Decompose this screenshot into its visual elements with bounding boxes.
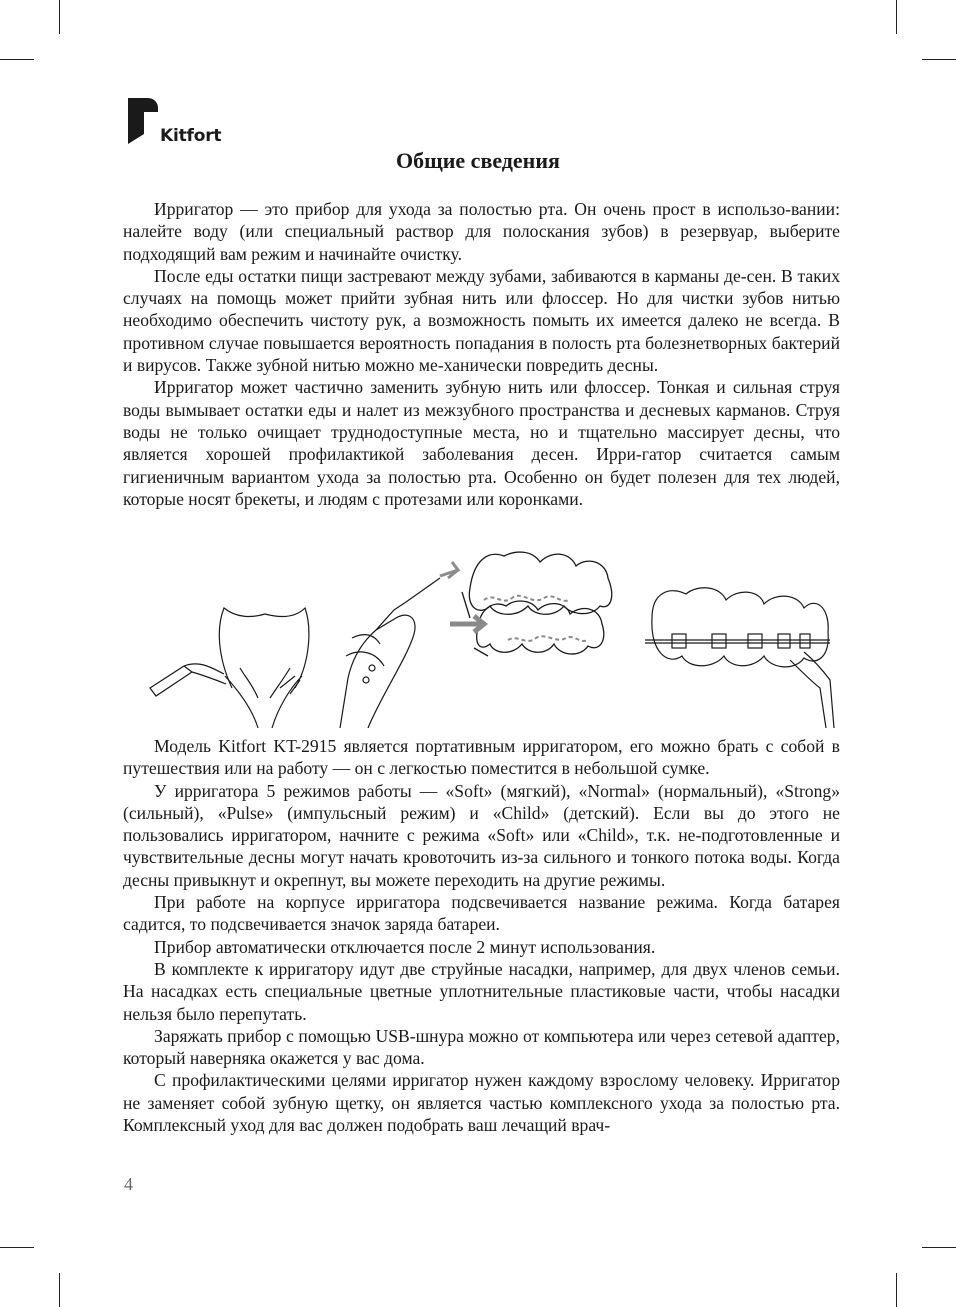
crop-mark bbox=[896, 0, 897, 34]
crop-mark bbox=[0, 1247, 34, 1248]
intro-text bbox=[123, 198, 840, 510]
paragraph: В комплекте к ирригатору идут две струйные насадки, например, для двух членов семьи. На насадках есть специальные цветные уплотнительные пластиковые части, чтобы насадки нельзя было перепутать. bbox=[123, 958, 840, 1024]
braces-illustration bbox=[645, 588, 834, 728]
page-title: Общие сведения bbox=[396, 148, 560, 173]
crop-mark bbox=[922, 59, 956, 60]
water-arrow bbox=[440, 562, 458, 578]
paragraph: Модель Kitfort KT-2915 является портативным ирригатором, его можно брать с собой в путешествия или на работу — он с легкостью поместится в небольшой сумке. bbox=[123, 736, 840, 779]
crop-mark bbox=[59, 1273, 60, 1307]
face-illustration bbox=[150, 608, 309, 728]
paragraph: У ирригатора 5 режимов работы — «Soft» (мягкий), «Normal» (нормальный), «Strong» (сильный), «Pulse» (импульсный режим) и «Child» (детский). Если вы до этого не пользовались ирригатором, начните с режима «Soft» или «Child», т.к. не-подготовленные и чувствительные десны могут начать кровоточить из-за сильного и тонкого потока воды. Когда десны привыкнут и окрепнут, вы можете переходить на другие режимы. bbox=[123, 780, 840, 890]
kitfort-logo-icon bbox=[126, 98, 160, 144]
paragraph: Ирригатор может частично заменить зубную нить или флоссер. Тонкая и сильная струя воды вымывает остатки еды и налет из межзубного пространства и десневых карманов. Струя воды не только очищает труднодоступные места, но и тщательно массирует десны, что является хорошей профилактикой заболевания десен. Ирри-гатор считается самым гигиеничным вариантом ухода за полостью рта. Особенно он будет полезен для тех людей, которые носят брекеты, и людям с протезами или коронками. bbox=[123, 377, 840, 509]
illustrations bbox=[140, 548, 840, 728]
teeth-illustration bbox=[462, 552, 612, 656]
paragraph: С профилактическими целями ирригатор нужен каждому взрослому человеку. Ирригатор не заменяет собой зубную щетку, он является частью комплексного ухода за полостью рта. Комплексный уход для вас должен подобрать ваш лечащий врач- bbox=[123, 1070, 840, 1136]
body-text bbox=[123, 735, 840, 1136]
crop-mark bbox=[896, 1273, 897, 1307]
irrigator-illustration bbox=[340, 578, 440, 728]
brand-logo bbox=[126, 98, 246, 148]
paragraph: Прибор автоматически отключается после 2 минут использования. bbox=[154, 936, 656, 957]
crop-mark bbox=[0, 59, 34, 60]
paragraph: Заряжать прибор с помощью USB-шнура можно от компьютера или через сетевой адаптер, который наверняка окажется у вас дома. bbox=[123, 1025, 840, 1069]
paragraph: При работе на корпусе ирригатора подсвечивается название режима. Когда батарея садится, то подсвечивается значок заряда батареи. bbox=[123, 892, 840, 935]
crop-mark bbox=[59, 0, 60, 34]
paragraph: После еды остатки пищи застревают между зубами, забиваются в карманы де-сен. В таких случаях на помощь может прийти зубная нить или флоссер. Но для чистки зубов нитью необходимо обеспечить чистоту рук, а возможность помыть их имеется далеко не всегда. В противном случае повышается вероятность попадания в полость рта болезнетворных бактерий и вирусов. Также зубной нитью можно ме-ханически повредить десны. bbox=[123, 265, 840, 376]
paragraph: Ирригатор — это прибор для ухода за полостью рта. Он очень прост в использо-вании: налейте воду (или специальный раствор для полоскания зубов) в резервуар, выберите подходящий вам режим и начинайте очистку. bbox=[123, 199, 840, 264]
brand-name: Kitfort bbox=[160, 126, 222, 146]
crop-mark bbox=[922, 1247, 956, 1248]
page-number: 4 bbox=[124, 1174, 133, 1194]
